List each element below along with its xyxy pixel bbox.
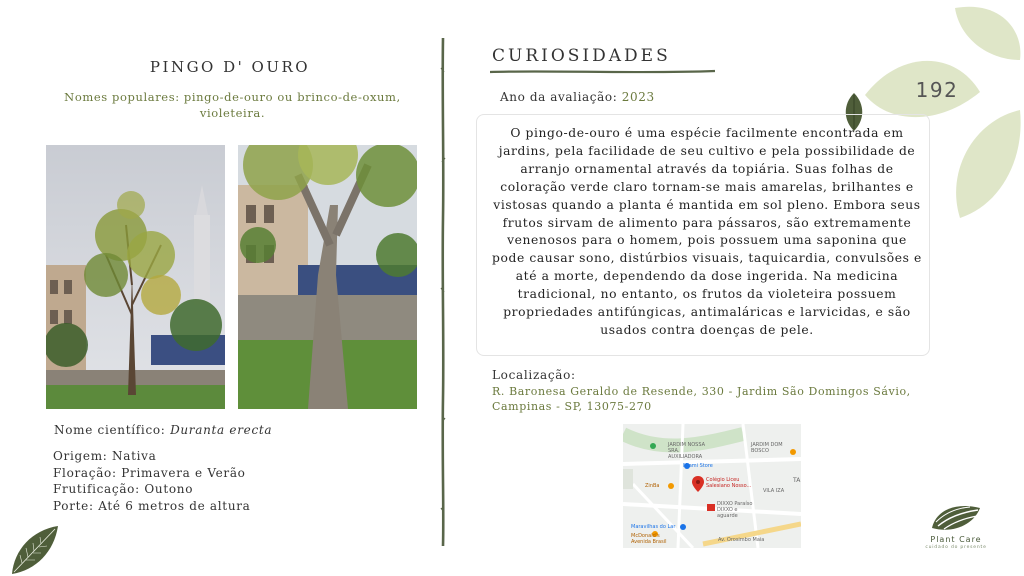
leaf-decoration-bottom-left [8,522,60,576]
popular-names: Nomes populares: pingo-de-ouro ou brinco-de-oxum, violeteira. [64,90,401,120]
map-label-jardim-dom: JARDIM DOM BOSCO [751,442,783,454]
title-underline [490,68,715,76]
map-label-ta: TA [793,477,801,484]
map-label-maravilhas: Maravilhas do Lar [631,524,676,530]
curiosities-text: O pingo-de-ouro é uma espécie facilmente encontrada em jardins, pela facilidade de seu cultivo e pela possibilidade de arranjo ornamental através da topiária. Suas folhas de coloração verde claro tornam-se mais amarelas, brilhantes e vistosas quando a planta é mantida em sol pleno. Embora seus frutos sirvam de alimento para pássaros, são extremamente venenosos para o homem, pois possuem uma saponina que pode causar sono, distúrbios visuais, taquicardia, convulsões e até a morte, dependendo da dose ingerida. Na medicina tradicional, no entanto, os frutos da violeteira possuem propriedades antifúngicas, antimaláricas e larvicidas, e são usados contra doenças de pele. [492,126,922,337]
size: Porte: Até 6 metros de altura [53,498,251,513]
page-number: 192 [915,78,959,102]
evaluation-year [500,90,655,104]
scientific-name-value: Duranta erecta [170,423,273,437]
plant-facts [53,448,251,514]
map-label-orosimbo: Av. Orosimbo Maia [718,537,765,543]
fruiting: Frutificação: Outono [53,482,194,496]
scientific-name [54,423,272,437]
map-label-dixxo: DIXXO Paraíso DIXXO e aguarde [717,501,753,519]
plant-photo-trunk [238,145,417,409]
plant-care-logo-icon [930,502,982,534]
brand-name: Plant Care [930,535,982,544]
map-label-mcdonalds: McDonald's Avenida Brasil [631,533,667,545]
curiosities-title: CURIOSIDADES [492,46,671,66]
scientific-name-label: Nome científico: [54,423,171,437]
location-label: Localização: [492,368,576,382]
map-label-vila: VILA IZA [763,488,785,494]
map-label-miami: Miami Store [683,463,713,469]
location-map[interactable] [623,424,801,548]
year-value: 2023 [621,90,655,104]
origin: Origem: Nativa [53,449,157,463]
map-label-jardim-nossa: JARDIM NOSSA SRA. AUXILIADORA [668,442,706,460]
location-address: R. Baronesa Geraldo de Resende, 330 - Jardim São Domingos Sávio, Campinas - SP, 13075-270 [492,385,911,413]
brand-tagline: cuidado do presente [925,545,987,550]
map-label-colegio: Colégio Liceu Salesiano Nosso... [706,477,752,489]
flowering: Floração: Primavera e Verão [53,465,246,480]
plant-photo-canopy [46,145,225,409]
plant-title: PINGO D' OURO [149,58,311,76]
year-label: Ano da avaliação: [500,90,622,104]
column-divider [436,38,450,546]
map-label-zinba: ZinBa [645,483,660,489]
